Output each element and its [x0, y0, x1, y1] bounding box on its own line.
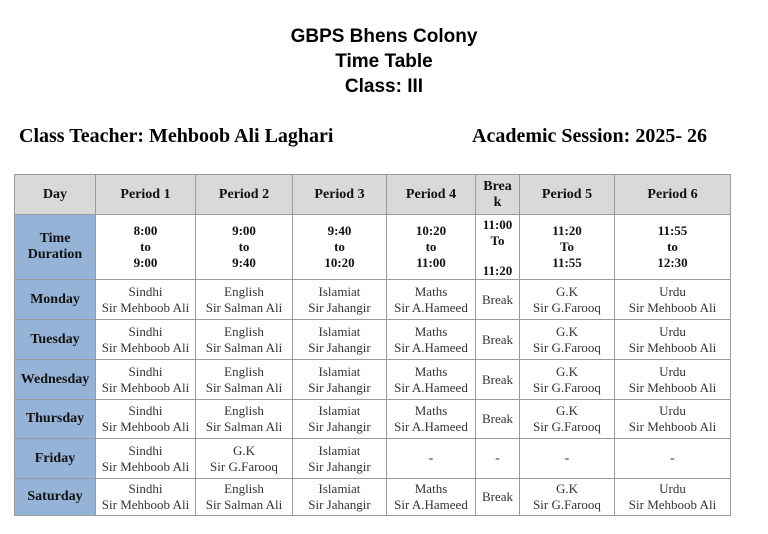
- teacher: Sir Jahangir: [308, 497, 371, 512]
- time-break-top: [476, 217, 519, 249]
- teacher: Sir A.Hameed: [394, 419, 468, 434]
- teacher: Sir Mehboob Ali: [101, 299, 190, 315]
- day-label: Thursday: [15, 400, 96, 439]
- period-cell: [96, 360, 196, 400]
- teacher: Sir Salman Ali: [205, 299, 283, 315]
- period-cell: [293, 360, 387, 400]
- time-end: 11:55: [552, 255, 582, 270]
- time-cell: [387, 215, 476, 280]
- teacher: Sir Mehboob Ali: [628, 497, 717, 512]
- time-sep: to: [140, 239, 151, 254]
- teacher: Sir A.Hameed: [394, 497, 468, 512]
- subject: Urdu: [659, 363, 686, 379]
- day-label: Monday: [15, 280, 96, 320]
- subject: Sindhi: [128, 442, 163, 458]
- subject: Urdu: [659, 323, 686, 339]
- time-cell: [520, 215, 615, 280]
- teacher: Sir Mehboob Ali: [628, 379, 717, 395]
- empty-cell: -: [476, 439, 520, 479]
- subject: English: [224, 363, 264, 379]
- subject: English: [224, 323, 264, 339]
- subject: Sindhi: [128, 363, 163, 379]
- time-start: 9:00: [232, 223, 256, 238]
- break-cell: Break: [476, 320, 520, 360]
- period-cell: [615, 400, 731, 439]
- column-header-period-5: Period 5: [520, 175, 615, 215]
- subject: Maths: [414, 323, 448, 339]
- subject: Urdu: [659, 283, 686, 299]
- teacher: Sir Mehboob Ali: [101, 497, 190, 512]
- period-cell: [615, 360, 731, 400]
- time-duration-row: [15, 215, 731, 280]
- subject: English: [224, 403, 264, 418]
- subject: Sindhi: [128, 403, 163, 418]
- subject: G.K: [555, 481, 579, 496]
- column-header-period-2: Period 2: [196, 175, 293, 215]
- table-row: [15, 439, 731, 479]
- subject: Sindhi: [128, 323, 163, 339]
- subject: Islamiat: [318, 363, 361, 379]
- time-end: 11:00: [416, 255, 446, 270]
- period-cell: [96, 280, 196, 320]
- teacher: Sir Salman Ali: [205, 497, 283, 512]
- period-cell: [520, 400, 615, 439]
- subject: Islamiat: [318, 323, 361, 339]
- period-cell: [196, 360, 293, 400]
- subject: Sindhi: [128, 283, 163, 299]
- period-cell: [520, 360, 615, 400]
- subject: Urdu: [659, 403, 686, 418]
- teacher: Sir G.Farooq: [533, 299, 601, 315]
- subject: G.K: [555, 403, 579, 418]
- day-label: Saturday: [15, 479, 96, 516]
- time-start: 11:00: [482, 217, 513, 232]
- teacher: Sir Salman Ali: [205, 379, 283, 395]
- period-cell: [387, 280, 476, 320]
- academic-session: Academic Session: 2025- 26: [472, 125, 707, 147]
- time-sep: to: [425, 239, 437, 254]
- time-sep: To: [560, 239, 574, 254]
- time-end: 9:40: [232, 255, 256, 270]
- period-cell: [293, 320, 387, 360]
- column-header-period-1: Period 1: [96, 175, 196, 215]
- period-cell: [196, 320, 293, 360]
- teacher: Sir A.Hameed: [394, 379, 468, 395]
- day-label: Wednesday: [15, 360, 96, 400]
- teacher: Sir Mehboob Ali: [101, 458, 190, 474]
- period-cell: [387, 400, 476, 439]
- teacher: Sir G.Farooq: [533, 339, 601, 355]
- subject: Islamiat: [318, 481, 361, 496]
- teacher: Sir Jahangir: [308, 419, 371, 434]
- table-row: [15, 280, 731, 320]
- teacher: Sir Mehboob Ali: [628, 339, 717, 355]
- period-cell: [96, 439, 196, 479]
- time-start: 10:20: [415, 223, 447, 238]
- teacher: Sir Salman Ali: [205, 339, 283, 355]
- subject: English: [224, 283, 264, 299]
- column-header-break: [476, 175, 520, 215]
- time-duration-label: [15, 215, 96, 280]
- column-header-period-3: Period 3: [293, 175, 387, 215]
- period-cell: [293, 280, 387, 320]
- column-header-day: Day: [15, 175, 96, 215]
- break-cell: Break: [476, 360, 520, 400]
- teacher: Sir G.Farooq: [533, 419, 601, 434]
- break-cell: Break: [476, 280, 520, 320]
- empty-cell: -: [387, 439, 476, 479]
- subject: Islamiat: [318, 403, 361, 418]
- table-row: [15, 320, 731, 360]
- time-separator: To: [490, 233, 505, 248]
- period-cell: [293, 439, 387, 479]
- timetable: [14, 174, 731, 516]
- period-cell: [520, 320, 615, 360]
- subject: Islamiat: [318, 283, 361, 299]
- time-start: 9:40: [327, 223, 352, 238]
- subject: Maths: [414, 403, 448, 418]
- teacher: Sir Mehboob Ali: [101, 379, 190, 395]
- period-cell: [196, 439, 293, 479]
- school-name: GBPS Bhens Colony: [290, 26, 478, 47]
- time-label-line-2: Duration: [27, 247, 83, 262]
- subject: English: [224, 481, 264, 496]
- subject: G.K: [555, 283, 579, 299]
- teacher: Sir G.Farooq: [210, 458, 278, 474]
- period-cell: [615, 320, 731, 360]
- time-sep: to: [667, 239, 678, 254]
- period-cell: [196, 479, 293, 516]
- time-cell: [293, 215, 387, 280]
- break-cell: Break: [476, 479, 520, 516]
- teacher: Sir Mehboob Ali: [628, 419, 717, 434]
- period-cell: [96, 400, 196, 439]
- period-cell: [387, 479, 476, 516]
- subject: Islamiat: [318, 442, 361, 458]
- teacher: Sir Salman Ali: [205, 419, 283, 434]
- column-header-period-6: Period 6: [615, 175, 731, 215]
- time-cell: [196, 215, 293, 280]
- teacher: Sir Jahangir: [308, 339, 371, 355]
- teacher: Sir Mehboob Ali: [101, 339, 190, 355]
- time-start: 8:00: [133, 223, 158, 238]
- time-end: 9:00: [133, 255, 158, 270]
- time-sep: to: [238, 239, 250, 254]
- period-cell: [293, 400, 387, 439]
- teacher: Sir A.Hameed: [394, 339, 468, 355]
- subject: G.K: [232, 442, 256, 458]
- time-end: 10:20: [324, 255, 355, 270]
- empty-cell: -: [615, 439, 731, 479]
- table-row: [15, 479, 731, 516]
- title-block: [0, 24, 768, 99]
- teacher: Sir Jahangir: [308, 458, 371, 474]
- empty-cell: -: [520, 439, 615, 479]
- period-cell: [520, 479, 615, 516]
- class-teacher: Class Teacher: Mehboob Ali Laghari: [19, 125, 334, 147]
- period-cell: [615, 479, 731, 516]
- header-row: [15, 175, 731, 215]
- time-start: 11:20: [552, 223, 582, 238]
- time-end: 12:30: [657, 255, 688, 270]
- time-cell: [96, 215, 196, 280]
- table-row: [15, 360, 731, 400]
- teacher: Sir G.Farooq: [533, 497, 601, 512]
- period-cell: [196, 280, 293, 320]
- period-cell: [96, 320, 196, 360]
- day-label: Tuesday: [15, 320, 96, 360]
- document-title: Time Table: [335, 51, 433, 72]
- column-header-period-4: Period 4: [387, 175, 476, 215]
- time-label-line-1: Time: [39, 231, 71, 246]
- time-end: 11:20: [482, 263, 513, 278]
- subject: Maths: [414, 481, 448, 496]
- time-start: 11:55: [657, 223, 688, 238]
- period-cell: [96, 479, 196, 516]
- subject: Maths: [414, 363, 448, 379]
- subject: G.K: [555, 323, 579, 339]
- period-cell: [615, 280, 731, 320]
- teacher: Sir Jahangir: [308, 379, 371, 395]
- time-break: [476, 215, 520, 280]
- teacher: Sir Mehboob Ali: [101, 419, 190, 434]
- subject: Urdu: [659, 481, 686, 496]
- period-cell: [387, 320, 476, 360]
- subject: Sindhi: [128, 481, 163, 496]
- teacher: Sir G.Farooq: [533, 379, 601, 395]
- table-row: [15, 400, 731, 439]
- day-label: Friday: [15, 439, 96, 479]
- class-name: Class: III: [344, 76, 424, 97]
- break-cell: Break: [476, 400, 520, 439]
- time-cell: [615, 215, 731, 280]
- period-cell: [293, 479, 387, 516]
- subject: G.K: [555, 363, 579, 379]
- break-header-line-2: k: [493, 194, 502, 210]
- teacher: Sir A.Hameed: [394, 299, 468, 315]
- break-header-line-1: Brea: [483, 178, 512, 194]
- period-cell: [387, 360, 476, 400]
- teacher: Sir Jahangir: [308, 299, 371, 315]
- period-cell: [520, 280, 615, 320]
- time-sep: to: [334, 239, 345, 254]
- period-cell: [196, 400, 293, 439]
- teacher: Sir Mehboob Ali: [628, 299, 717, 315]
- subject: Maths: [414, 283, 448, 299]
